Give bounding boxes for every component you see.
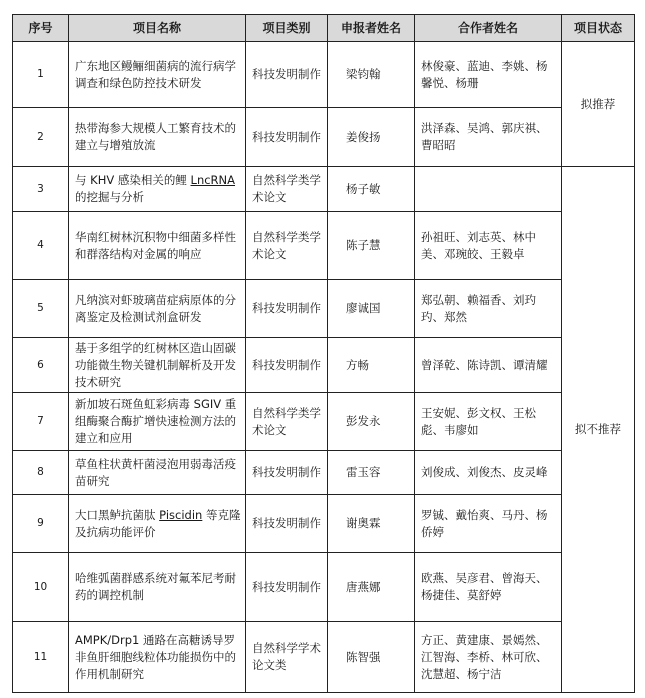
- name-term: Piscidin: [159, 507, 203, 522]
- row-collaborators: 罗铖、戴怡爽、马丹、杨侨婷: [415, 495, 562, 553]
- table-row: [13, 451, 635, 495]
- row-seq: 2: [13, 108, 69, 167]
- table-row: [13, 393, 635, 451]
- row-project-type: 科技发明制作: [246, 338, 328, 393]
- name-part: 等克隆及抗病功能评价: [75, 507, 241, 539]
- row-collaborators: 曾泽乾、陈诗凯、谭清耀: [415, 338, 562, 393]
- row-applicant: 谢奥霖: [328, 495, 415, 553]
- row-project-type: 科技发明制作: [246, 451, 328, 495]
- row-project-type: 自然科学类学术论文: [246, 167, 328, 212]
- row-project-name: 广东地区鳗鲡细菌病的流行病学调查和绿色防控技术研发: [69, 42, 246, 108]
- status-not-recommended: 拟不推荐: [562, 167, 635, 693]
- row-project-name: 哈维弧菌群感系统对氟苯尼考耐药的调控机制: [69, 553, 246, 622]
- row-applicant: 陈子慧: [328, 212, 415, 280]
- row-collaborators: 孙祖旺、刘志英、林中美、邓琬皎、王毅卓: [415, 212, 562, 280]
- row-project-name: [69, 495, 246, 553]
- row-project-type: 科技发明制作: [246, 495, 328, 553]
- row-applicant: 陈智强: [328, 622, 415, 693]
- row-seq: 6: [13, 338, 69, 393]
- header-applicant: 申报者姓名: [328, 15, 415, 42]
- table-row: [13, 338, 635, 393]
- row-applicant: 方畅: [328, 338, 415, 393]
- row-applicant: 杨子敏: [328, 167, 415, 212]
- header-row: [13, 15, 635, 42]
- row-project-type: 科技发明制作: [246, 280, 328, 338]
- row-applicant: 唐燕娜: [328, 553, 415, 622]
- row-project-type: 自然科学类学术论文: [246, 212, 328, 280]
- row-seq: 9: [13, 495, 69, 553]
- table-row: [13, 42, 635, 108]
- project-table: [12, 14, 635, 693]
- row-project-name: 草鱼柱状黄杆菌浸泡用弱毒活疫苗研究: [69, 451, 246, 495]
- row-collaborators: 郑弘朝、赖福香、刘玓玓、郑然: [415, 280, 562, 338]
- row-project-name: 华南红树林沉积物中细菌多样性和群落结构对金属的响应: [69, 212, 246, 280]
- table-row: [13, 167, 635, 212]
- table-row: [13, 212, 635, 280]
- row-seq: 8: [13, 451, 69, 495]
- table-row: [13, 622, 635, 693]
- table-row: [13, 495, 635, 553]
- table-row: [13, 280, 635, 338]
- table-row: [13, 553, 635, 622]
- header-status: 项目状态: [562, 15, 635, 42]
- row-collaborators: 洪泽森、吴鸿、郭庆祺、曹昭昭: [415, 108, 562, 167]
- row-project-name: 新加坡石斑鱼虹彩病毒 SGIV 重组酶聚合酶扩增快速检测方法的建立和应用: [69, 393, 246, 451]
- header-project-type: 项目类别: [246, 15, 328, 42]
- row-seq: 5: [13, 280, 69, 338]
- row-collaborators: [415, 167, 562, 212]
- row-collaborators: 方正、黄建康、景嫣然、江智海、李桥、林可欣、沈慧超、杨宁洁: [415, 622, 562, 693]
- row-applicant: 雷玉容: [328, 451, 415, 495]
- header-collaborators: 合作者姓名: [415, 15, 562, 42]
- row-applicant: 姜俊扬: [328, 108, 415, 167]
- row-project-name: AMPK/Drp1 通路在高糖诱导罗非鱼肝细胞线粒体功能损伤中的作用机制研究: [69, 622, 246, 693]
- row-seq: 1: [13, 42, 69, 108]
- row-collaborators: 林俊豪、蓝迪、李姚、杨馨悦、杨珊: [415, 42, 562, 108]
- status-recommended: 拟推荐: [562, 42, 635, 167]
- name-part: 与 KHV 感染相关的鲤: [75, 173, 191, 187]
- name-term: LncRNA: [190, 173, 236, 187]
- row-project-type: 科技发明制作: [246, 108, 328, 167]
- row-project-type: 科技发明制作: [246, 553, 328, 622]
- row-collaborators: 刘俊成、刘俊杰、皮灵峰: [415, 451, 562, 495]
- row-project-type: 自然科学类学术论文: [246, 393, 328, 451]
- row-project-name: [69, 167, 246, 212]
- row-applicant: 梁钧翰: [328, 42, 415, 108]
- table-row: [13, 108, 635, 167]
- row-seq: 4: [13, 212, 69, 280]
- row-project-name: 热带海参大规模人工繁育技术的建立与增殖放流: [69, 108, 246, 167]
- name-part: 大口黑鲈抗菌肽: [75, 507, 160, 522]
- row-project-type: 科技发明制作: [246, 42, 328, 108]
- row-project-type: 自然科学学术论文类: [246, 622, 328, 693]
- header-project-name: 项目名称: [69, 15, 246, 42]
- name-part: 的挖掘与分析: [75, 190, 144, 204]
- row-seq: 10: [13, 553, 69, 622]
- row-seq: 3: [13, 167, 69, 212]
- row-applicant: 彭发永: [328, 393, 415, 451]
- row-project-name: 基于多组学的红树林区造山固碳功能微生物关键机制解析及开发技术研究: [69, 338, 246, 393]
- row-project-name: 凡纳滨对虾玻璃苗症病原体的分离鉴定及检测试剂盒研发: [69, 280, 246, 338]
- row-collaborators: 王安妮、彭文权、王松彪、韦廖如: [415, 393, 562, 451]
- header-seq: 序号: [13, 15, 69, 42]
- row-applicant: 廖诚国: [328, 280, 415, 338]
- row-seq: 7: [13, 393, 69, 451]
- row-collaborators: 欧燕、吴彦君、曾海天、杨捷佳、莫舒婷: [415, 553, 562, 622]
- row-seq: 11: [13, 622, 69, 693]
